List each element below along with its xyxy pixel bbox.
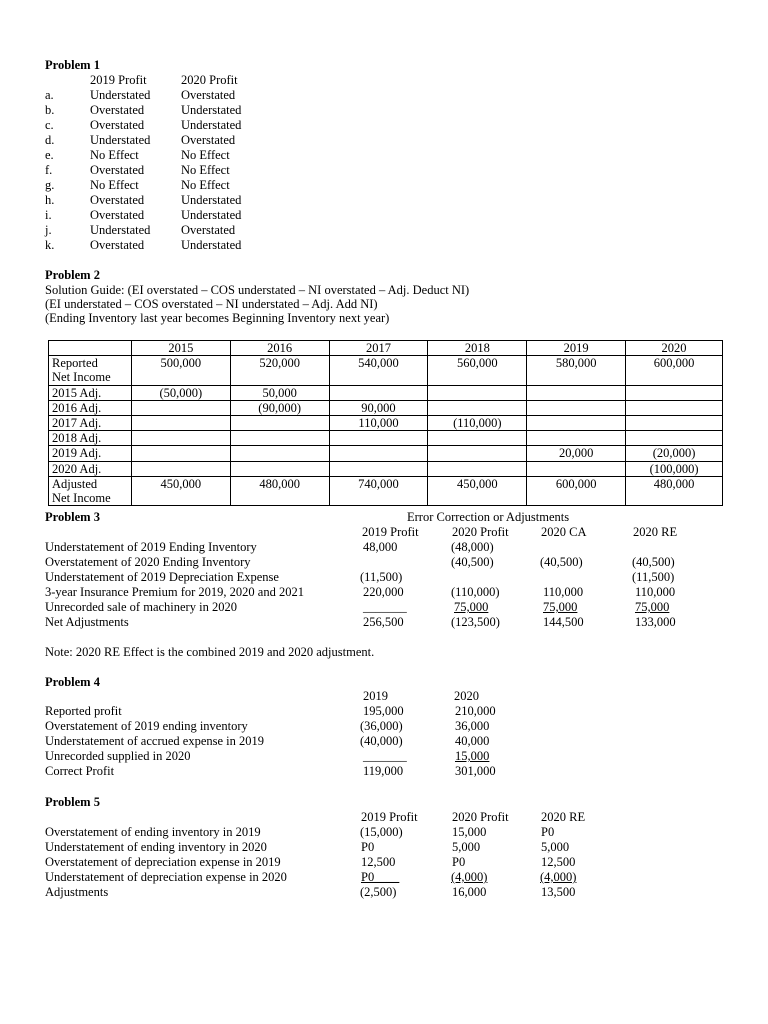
p1-item-2019: Overstated [90,193,145,207]
p3-value: 110,000 [635,585,676,599]
p1-item-letter: f. [45,163,53,177]
p1-item-2019: Overstated [90,208,145,222]
problem-4-title: Problem 4 [45,675,100,689]
p5-value: P0 [361,840,375,854]
table-cell [329,431,428,446]
p1-item-letter: g. [45,178,55,192]
row-label [49,356,132,385]
p5-value: (2,500) [360,885,397,899]
p3-row-label: Unrecorded sale of machinery in 2020 [45,600,237,614]
table-cell [131,461,230,476]
p1-header-2020: 2020 Profit [181,73,238,87]
p2-net-income-table [48,340,723,506]
table-cell [329,446,428,461]
p3-col-header: 2020 Profit [452,525,509,539]
p1-item-2020: Overstated [181,133,236,147]
p3-value: (40,500) [451,555,494,569]
p5-col-header: 2020 RE [541,810,586,824]
p3-value: 110,000 [543,585,584,599]
year-header: 2017 [329,341,428,356]
reported-label-1: Reported [52,356,98,371]
p1-item-2019: Understated [90,88,151,102]
adjusted-value: 600,000 [527,476,626,505]
p3-value: (48,000) [451,540,494,554]
adj-value: (90,000) [230,400,329,415]
table-cell [329,385,428,400]
p1-item-2020: Overstated [181,223,236,237]
adjusted-value: 450,000 [131,476,230,505]
p1-item-letter: i. [45,208,52,222]
p5-value: P0 [452,855,466,869]
p1-item-letter: d. [45,133,55,147]
p3-value: (123,500) [451,615,500,629]
p1-item-letter: b. [45,103,55,117]
p4-value: 195,000 [363,704,404,718]
table-cell [230,461,329,476]
p5-row-label: Overstatement of depreciation expense in 2019 [45,855,281,869]
p4-row-label: Correct Profit [45,764,115,778]
table-cell [626,416,723,431]
p5-row-label: Understatement of depreciation expense in 2020 [45,870,287,884]
table-cell [527,431,626,446]
p3-value: _______ [363,600,407,614]
p5-value: 5,000 [452,840,481,854]
year-header: 2015 [131,341,230,356]
table-row [49,385,723,400]
table-row [49,341,723,356]
p4-row-label: Reported profit [45,704,122,718]
p3-value: (11,500) [360,570,403,584]
row-label: 2020 Adj. [49,461,132,476]
p1-header-2019: 2019 Profit [90,73,147,87]
row-label: 2016 Adj. [49,400,132,415]
p4-value: 210,000 [455,704,496,718]
p4-value: 15,000 [455,749,490,763]
p3-value: 75,000 [635,600,670,614]
table-cell [131,446,230,461]
p1-item-2020: No Effect [181,148,230,162]
p5-value: (4,000) [451,870,488,884]
p1-item-2020: Understated [181,238,242,252]
adjusted-label-1: Adjusted [52,476,98,491]
reported-value: 500,000 [131,356,230,385]
year-header: 2016 [230,341,329,356]
p3-value: 256,500 [363,615,404,629]
adjusted-value: 480,000 [626,476,723,505]
table-cell [428,400,527,415]
p1-item-2019: Overstated [90,163,145,177]
p3-row-label: 3-year Insurance Premium for 2019, 2020 and 2021 [45,585,304,599]
problem-2-title: Problem 2 [45,268,100,282]
table-row [49,476,723,505]
p4-value: 40,000 [455,734,490,748]
p1-item-2020: No Effect [181,163,230,177]
p3-value: 75,000 [454,600,489,614]
problem-3-title: Problem 3 [45,510,100,524]
p4-value: (36,000) [360,719,403,733]
p1-item-2019: No Effect [90,148,139,162]
p1-item-2019: Overstated [90,238,145,252]
table-cell [428,446,527,461]
p5-row-label: Adjustments [45,885,109,899]
adj-value: (20,000) [626,446,723,461]
p4-row-label: Understatement of accrued expense in 2019 [45,734,265,748]
table-cell [428,385,527,400]
adj-value: (50,000) [131,385,230,400]
reported-value: 540,000 [329,356,428,385]
problem-5-title: Problem 5 [45,795,100,809]
p4-value: 301,000 [455,764,496,778]
row-label: 2018 Adj. [49,431,132,446]
table-cell [527,416,626,431]
adj-value: (110,000) [428,416,527,431]
p1-item-letter: k. [45,238,55,252]
reported-label-2: Net Income [52,370,111,385]
p3-row-label: Understatement of 2019 Depreciation Expense [45,570,279,584]
p1-item-letter: e. [45,148,54,162]
table-cell [626,385,723,400]
table-cell [49,341,132,356]
p1-item-2020: Understated [181,193,242,207]
reported-value: 560,000 [428,356,527,385]
table-cell [329,461,428,476]
p4-value: 36,000 [455,719,490,733]
p1-item-2019: Overstated [90,118,145,132]
table-cell [131,400,230,415]
p1-item-2020: Understated [181,208,242,222]
p2-guide-line-1: Solution Guide: (EI overstated – COS understated – NI overstated – Adj. Deduct NI) [45,283,470,297]
p3-value: 220,000 [363,585,404,599]
p1-item-2019: Understated [90,223,151,237]
table-row [49,446,723,461]
p5-row-label: Understatement of ending inventory in 2020 [45,840,267,854]
p3-col-header: 2020 CA [541,525,587,539]
p3-col-header: 2020 RE [633,525,678,539]
table-cell [527,385,626,400]
p5-value: (15,000) [360,825,403,839]
p1-item-letter: j. [45,223,52,237]
p5-value: 12,500 [361,855,396,869]
reported-value: 600,000 [626,356,723,385]
p3-row-label: Net Adjustments [45,615,129,629]
p4-value: 119,000 [363,764,404,778]
row-label [49,476,132,505]
p5-value: 15,000 [452,825,487,839]
p4-row-label: Overstatement of 2019 ending inventory [45,719,248,733]
p3-col-header: 2019 Profit [362,525,419,539]
p4-row-label: Unrecorded supplied in 2020 [45,749,191,763]
table-cell [626,431,723,446]
p2-guide-line-2: (EI understated – COS overstated – NI understated – Adj. Add NI) [45,297,378,311]
adj-value: (100,000) [626,461,723,476]
problem-1-title: Problem 1 [45,58,100,72]
p1-item-2019: Understated [90,133,151,147]
adj-value: 20,000 [527,446,626,461]
adjusted-label-2: Net Income [52,491,111,506]
adj-value: 90,000 [329,400,428,415]
table-cell [131,431,230,446]
p5-row-label: Overstatement of ending inventory in 2019 [45,825,261,839]
p1-item-letter: h. [45,193,55,207]
table-cell [428,461,527,476]
table-row [49,461,723,476]
adj-value: 110,000 [329,416,428,431]
table-cell [527,461,626,476]
p1-item-2020: Overstated [181,88,236,102]
table-cell [230,431,329,446]
p1-item-2020: No Effect [181,178,230,192]
p4-col-header: 2020 [454,689,479,703]
p4-value: _______ [363,749,407,763]
p1-item-2020: Understated [181,118,242,132]
p1-item-2019: No Effect [90,178,139,192]
row-label: 2019 Adj. [49,446,132,461]
p3-group-header: Error Correction or Adjustments [407,510,570,524]
p3-value: (11,500) [632,570,675,584]
p1-item-letter: a. [45,88,54,102]
table-cell [230,446,329,461]
p3-value: 133,000 [635,615,676,629]
p3-value: (110,000) [451,585,500,599]
p3-value: 48,000 [363,540,398,554]
table-row [49,431,723,446]
p1-item-2020: Understated [181,103,242,117]
p5-value: P0____ [361,870,400,884]
table-cell [527,400,626,415]
p5-col-header: 2019 Profit [361,810,418,824]
p5-col-header: 2020 Profit [452,810,509,824]
p5-value: 13,500 [541,885,576,899]
table-row [49,400,723,415]
table-cell [230,416,329,431]
p5-value: 12,500 [541,855,576,869]
p3-value: 144,500 [543,615,584,629]
adjusted-value: 480,000 [230,476,329,505]
p2-guide-line-3: (Ending Inventory last year becomes Beginning Inventory next year) [45,311,390,325]
p3-value: (40,500) [632,555,675,569]
table-row [49,416,723,431]
p3-row-label: Overstatement of 2020 Ending Inventory [45,555,251,569]
p5-value: 16,000 [452,885,487,899]
year-header: 2020 [626,341,723,356]
row-label: 2017 Adj. [49,416,132,431]
p5-value: 5,000 [541,840,570,854]
table-cell [131,416,230,431]
p3-note: Note: 2020 RE Effect is the combined 2019 and 2020 adjustment. [45,645,375,659]
p3-value: (40,500) [540,555,583,569]
table-row [49,356,723,385]
table-cell [626,400,723,415]
p1-item-letter: c. [45,118,54,132]
adjusted-value: 450,000 [428,476,527,505]
adj-value: 50,000 [230,385,329,400]
reported-value: 580,000 [527,356,626,385]
year-header: 2018 [428,341,527,356]
reported-value: 520,000 [230,356,329,385]
p1-item-2019: Overstated [90,103,145,117]
table-cell [428,431,527,446]
p4-col-header: 2019 [363,689,388,703]
p4-value: (40,000) [360,734,403,748]
row-label: 2015 Adj. [49,385,132,400]
p5-value: (4,000) [540,870,577,884]
p3-value: 75,000 [543,600,578,614]
p5-value: P0 [541,825,555,839]
year-header: 2019 [527,341,626,356]
p3-row-label: Understatement of 2019 Ending Inventory [45,540,257,554]
adjusted-value: 740,000 [329,476,428,505]
